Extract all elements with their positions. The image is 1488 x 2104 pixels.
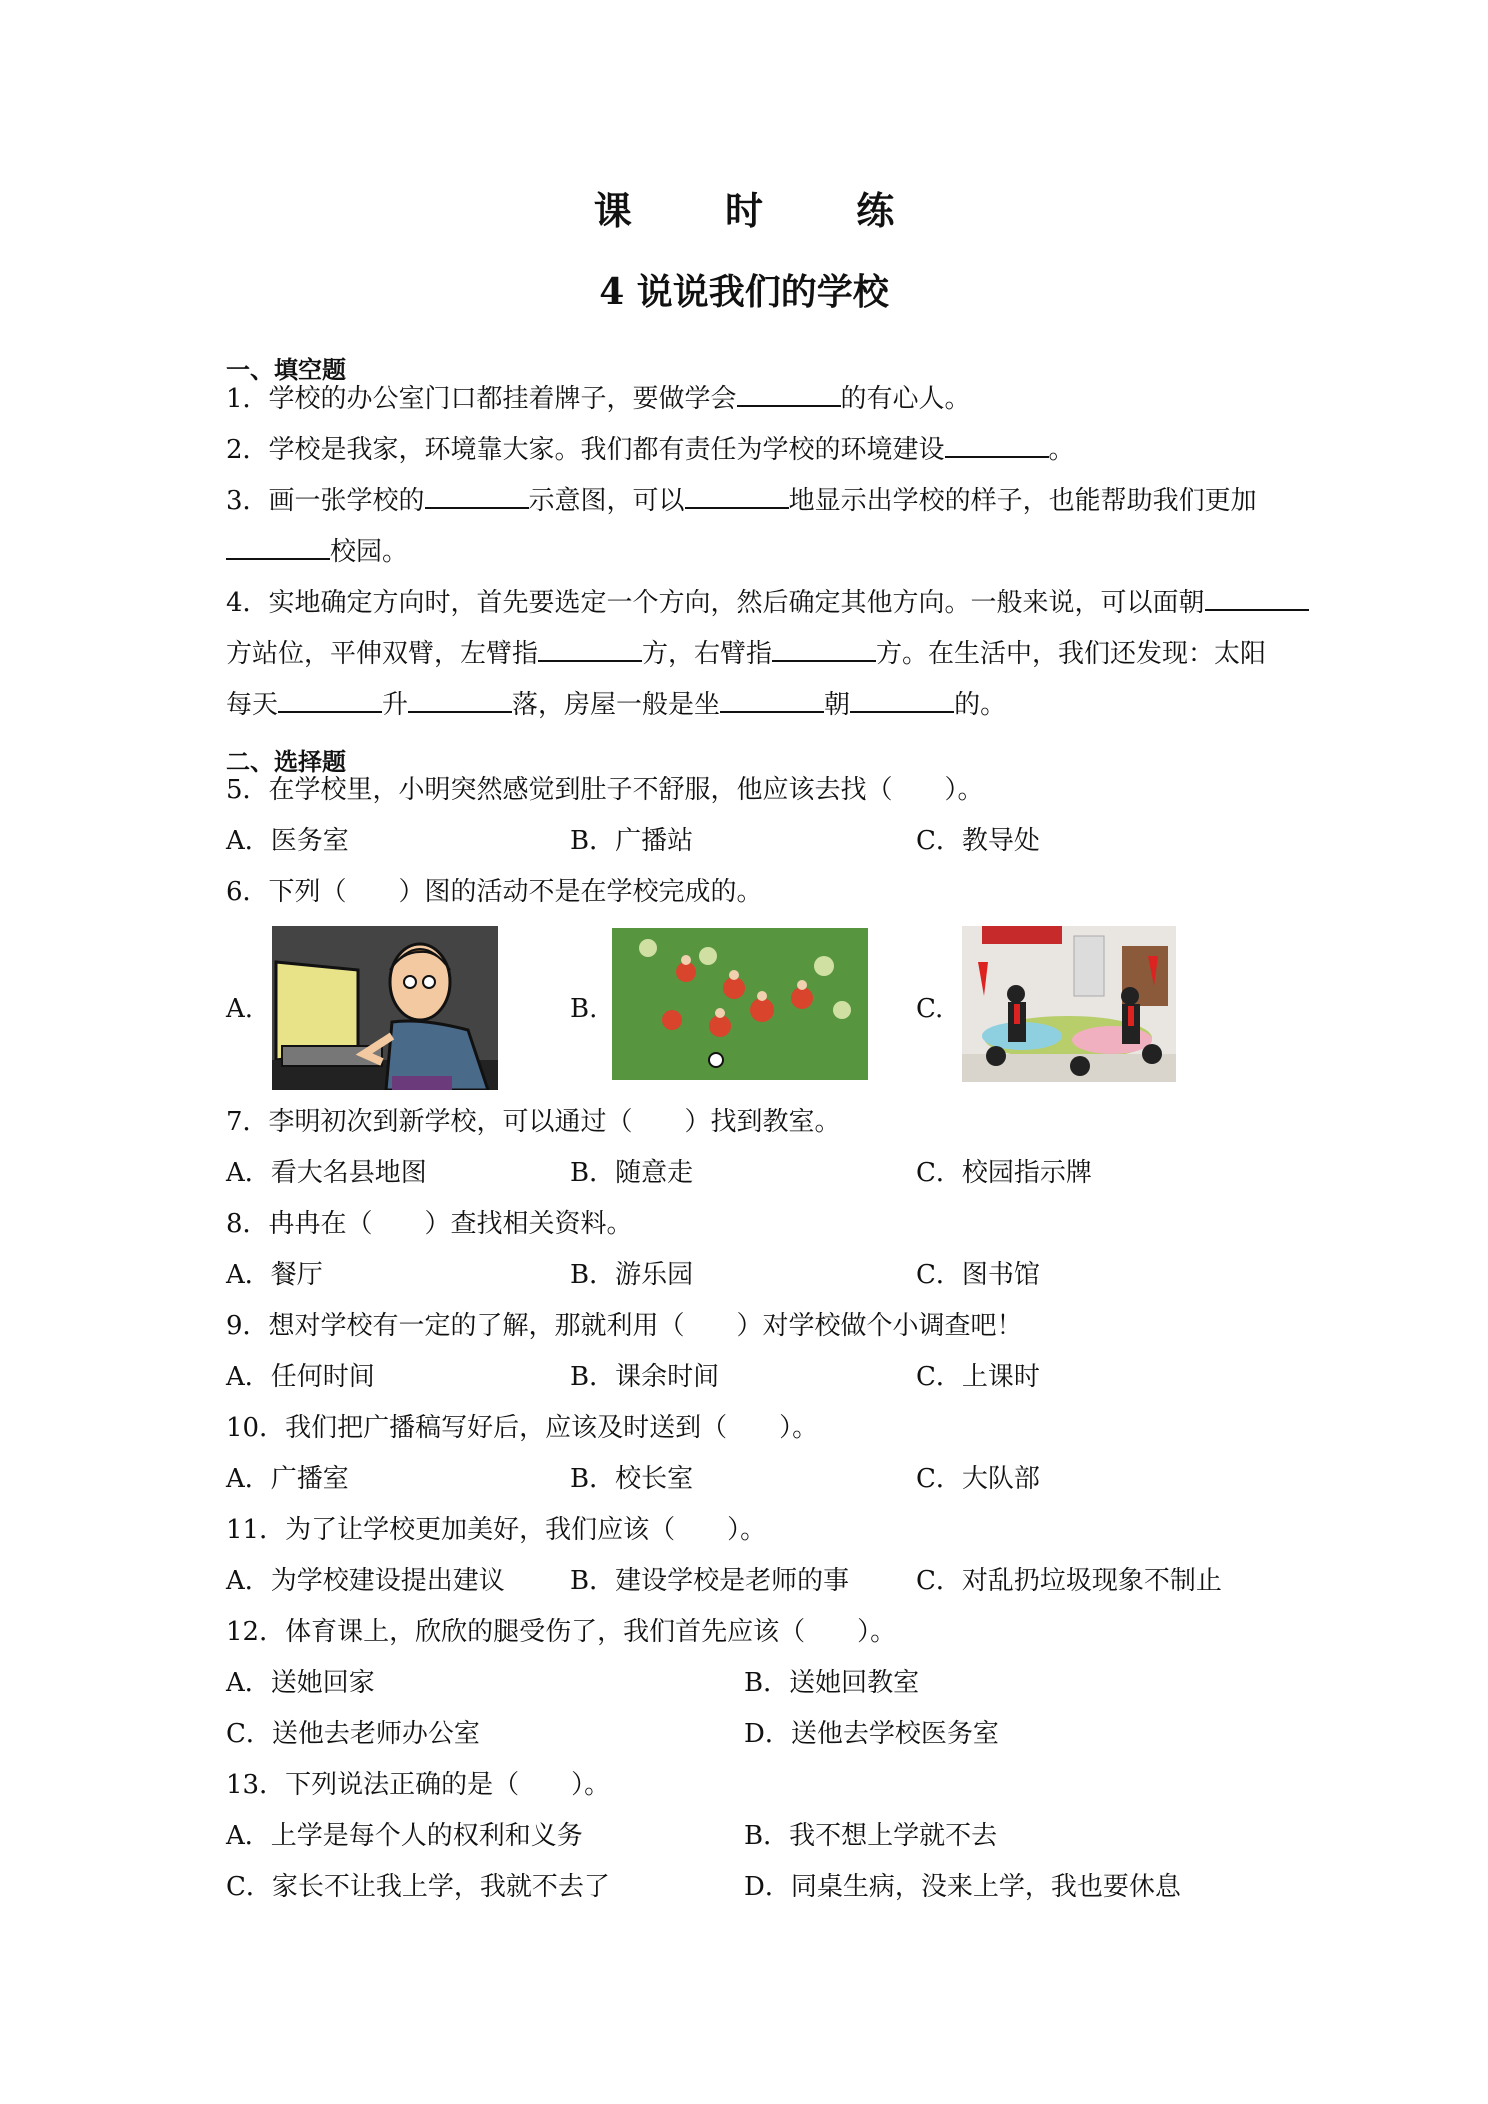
question-3: 3．画一张学校的 示意图，可以 地显示出学校的样子，也能帮助我们更加: [226, 486, 1257, 516]
option-c[interactable]: C．大队部: [916, 1464, 1040, 1494]
option-d[interactable]: D．送他去学校医务室: [744, 1719, 999, 1749]
blank[interactable]: [278, 689, 382, 713]
option-a[interactable]: A．广播室: [226, 1464, 349, 1494]
option-a[interactable]: A.: [226, 994, 254, 1024]
option-c[interactable]: C．校园指示牌: [916, 1158, 1092, 1188]
classroom-meeting-photo: [962, 926, 1176, 1082]
option-b[interactable]: B．送她回教室: [744, 1668, 920, 1698]
kids-soccer-image[interactable]: [612, 928, 868, 1080]
blank[interactable]: [772, 638, 876, 662]
question-11: 11．为了让学校更加美好，我们应该（ ）。: [226, 1515, 767, 1545]
option-c[interactable]: C．对乱扔垃圾现象不制止: [916, 1566, 1222, 1596]
question-1: 1．学校的办公室门口都挂着牌子，要做学会 的有心人。: [226, 384, 971, 414]
blank[interactable]: [685, 485, 789, 509]
blank[interactable]: [720, 689, 824, 713]
option-b[interactable]: B．广播站: [570, 826, 694, 856]
option-a[interactable]: A．为学校建设提出建议: [226, 1566, 505, 1596]
blank[interactable]: [425, 485, 529, 509]
option-c[interactable]: C．上课时: [916, 1362, 1040, 1392]
page-title: 课 时 练: [593, 188, 935, 233]
question-2: 2．学校是我家，环境靠大家。我们都有责任为学校的环境建设 。: [226, 435, 1075, 465]
question-6: 6．下列（ ）图的活动不是在学校完成的。: [226, 877, 763, 907]
question-4: 4．实地确定方向时，首先要选定一个方向，然后确定其他方向。一般来说，可以面朝: [226, 586, 1309, 620]
option-a[interactable]: A．上学是每个人的权利和义务: [226, 1821, 583, 1851]
question-10: 10．我们把广播稿写好后，应该及时送到（ ）。: [226, 1413, 819, 1443]
option-b[interactable]: B.: [570, 994, 598, 1024]
option-b[interactable]: B．随意走: [570, 1158, 694, 1188]
option-a[interactable]: A．看大名县地图: [226, 1158, 427, 1188]
blank[interactable]: [945, 434, 1049, 458]
option-a[interactable]: A．餐厅: [226, 1260, 323, 1290]
option-d[interactable]: D．同桌生病，没来上学，我也要休息: [744, 1872, 1181, 1902]
lesson-title: 4 说说我们的学校: [599, 271, 889, 313]
question-5: 5．在学校里，小明突然感觉到肚子不舒服，他应该去找（ ）。: [226, 775, 984, 805]
kids-soccer-photo: [612, 928, 868, 1080]
question-4-cont2: 每天 升 落，房屋一般是坐 朝 的。: [226, 690, 1007, 720]
option-c[interactable]: C．送他去老师办公室: [226, 1719, 480, 1749]
question-8: 8．冉冉在（ ）查找相关资料。: [226, 1209, 633, 1239]
option-b[interactable]: B．建设学校是老师的事: [570, 1566, 850, 1596]
blank[interactable]: [408, 689, 512, 713]
question-3-cont: 校园。: [226, 535, 408, 569]
question-7: 7．李明初次到新学校，可以通过（ ）找到教室。: [226, 1107, 841, 1137]
option-b[interactable]: B．游乐园: [570, 1260, 694, 1290]
option-c[interactable]: C.: [916, 994, 944, 1024]
option-b[interactable]: B．我不想上学就不去: [744, 1821, 998, 1851]
blank[interactable]: [737, 383, 841, 407]
option-a[interactable]: A．送她回家: [226, 1668, 375, 1698]
option-c[interactable]: C．教导处: [916, 826, 1040, 856]
question-9: 9．想对学校有一定的了解，那就利用（ ）对学校做个小调查吧！: [226, 1311, 1023, 1341]
question-12: 12．体育课上，欣欣的腿受伤了，我们首先应该（ ）。: [226, 1617, 897, 1647]
classroom-meeting-image[interactable]: [962, 926, 1176, 1082]
option-c[interactable]: C．家长不让我上学，我就不去了: [226, 1872, 610, 1902]
option-a[interactable]: A．任何时间: [226, 1362, 375, 1392]
question-13: 13．下列说法正确的是（ ）。: [226, 1770, 611, 1800]
computer-gaming-image[interactable]: [272, 926, 498, 1090]
question-4-cont: 方站位，平伸双臂，左臂指 方，右臂指 方。在生活中，我们还发现：太阳: [226, 639, 1267, 669]
option-b[interactable]: B．课余时间: [570, 1362, 720, 1392]
blank[interactable]: [850, 689, 954, 713]
computer-gaming-illustration: [272, 926, 498, 1090]
blank[interactable]: [1205, 587, 1309, 611]
blank[interactable]: [538, 638, 642, 662]
option-b[interactable]: B．校长室: [570, 1464, 694, 1494]
section-fill-blank: 一、填空题: [226, 355, 346, 384]
option-a[interactable]: A．医务室: [226, 826, 349, 856]
section-multiple-choice: 二、选择题: [226, 747, 346, 776]
option-c[interactable]: C．图书馆: [916, 1260, 1040, 1290]
blank[interactable]: [226, 536, 330, 560]
